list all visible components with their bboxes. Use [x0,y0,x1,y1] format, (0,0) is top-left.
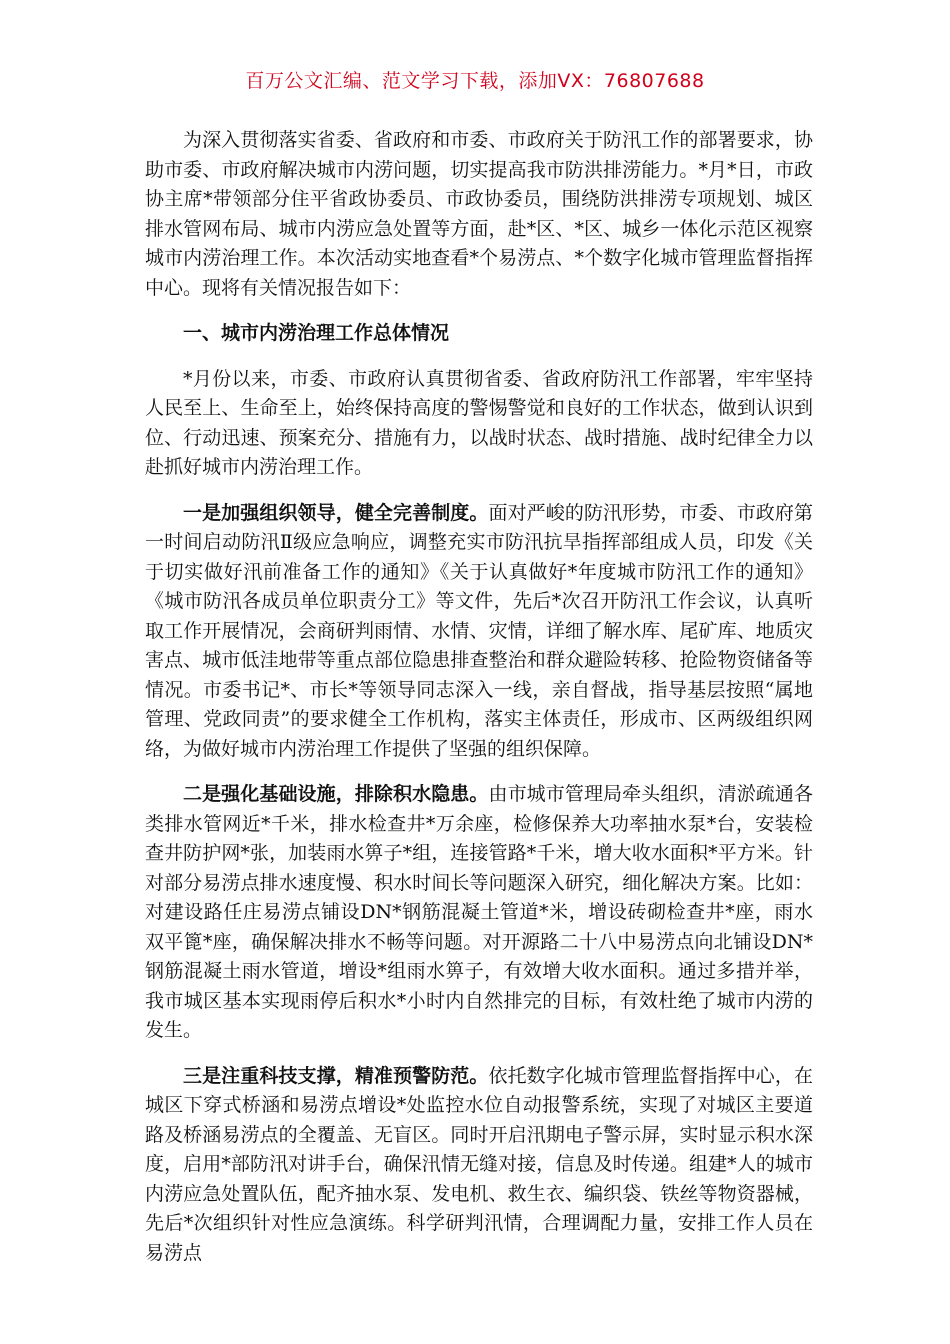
intro-paragraph: 为深入贯彻落实省委、省政府和市委、市政府关于防汛工作的部署要求，协助市委、市政府解决城市内涝问题，切实提高我市防洪排涝能力。*月*日，市政协主席*带领部分住平省政协委员、市政协委员，围绕防洪排涝专项规划、城区排水管网布局、城市内涝应急处置等方面，赴*区、*区、城乡一体化示范区视察城市内涝治理工作。本次活动实地查看*个易涝点、*个数字化城市管理监督指挥中心。现将有关情况报告如下： [145,129,813,299]
watermark-banner: 百万公文汇编、范文学习下载，添加VX：76807688 [245,70,705,92]
section-heading: 一、城市内涝治理工作总体情况 [183,322,450,344]
point-lead-3: 三是注重科技支撑，精准预警防范。 [183,1064,489,1087]
section-paragraph: *月份以来，市委、市政府认真贯彻省委、省政府防汛工作部署，牢牢坚持人民至上、生命至上，始终保持高度的警惕警觉和良好的工作状态，做到认识到位、行动迅速、预案充分、措施有力，以战时状态、战时措施、战时纪律全力以赴抓好城市内涝治理工作。 [145,367,813,478]
point-lead-2: 二是强化基础设施，排除积水隐患。 [183,783,489,805]
point-lead-1: 一是加强组织领导，健全完善制度。 [183,501,489,524]
point-body-1: 面对严峻的防汛形势，市委、市政府第一时间启动防汛Ⅱ级应急响应，调整充实市防汛抗旱指挥部组成人员，印发《关于切实做好汛前准备工作的通知》《关于认真做好*年度城市防汛工作的通知》《城市防汛各成员单位职责分工》等文件，先后*次召开防汛工作会议，认真听取工作开展情况，会商研判雨情、水情、灾情，详细了解水库、尾矿库、地质灾害点、城市低洼地带等重点部位隐患排查整治和群众避险转移、抢险物资储备等情况。市委书记*、市长*等领导同志深入一线，亲自督战，指导基层按照“属地管理、党政同责”的要求健全工作机构，落实主体责任，形成市、区两级组织网络，为做好城市内涝治理工作提供了坚强的组织保障。 [145,501,813,760]
point-paragraph-1 [145,499,813,765]
document-body [145,126,813,1284]
point-body-2: 由市城市管理局牵头组织，清淤疏通各类排水管网近*千米，排水检查井*万余座，检修保养大功率抽水泵*台，安装检查井防护网*张，加装雨水箅子*组，连接管路*千米，增大收水面积*平方米。针对部分易涝点排水速度慢、积水时间长等问题深入研究，细化解决方案。比如：对建设路任庄易涝点铺设DN*钢筋混凝土管道*米，增设砖砌检查井*座，雨水双平篦*座，确保解决排水不畅等问题。对开源路二十八中易涝点向北铺设DN*钢筋混凝土雨水管道，增设*组雨水箅子，有效增大收水面积。通过多措并举，我市城区基本实现雨停后积水*小时内自然排完的目标，有效杜绝了城市内涝的发生。 [145,783,813,1041]
point-paragraph-3 [145,1062,813,1269]
point-body-3: 依托数字化城市管理监督指挥中心，在城区下穿式桥涵和易涝点增设*处监控水位自动报警系统，实现了对城区主要道路及桥涵易涝点的全覆盖、无盲区。同时开启汛期电子警示屏，实时显示积水深度，启用*部防汛对讲手台，确保汛情无缝对接，信息及时传递。组建*人的城市内涝应急处置队伍，配齐抽水泵、发电机、救生衣、编织袋、铁丝等物资器械，先后*次组织针对性应急演练。科学研判汛情，合理调配力量，安排工作人员在易涝点 [145,1064,813,1264]
point-paragraph-2 [145,780,813,1046]
